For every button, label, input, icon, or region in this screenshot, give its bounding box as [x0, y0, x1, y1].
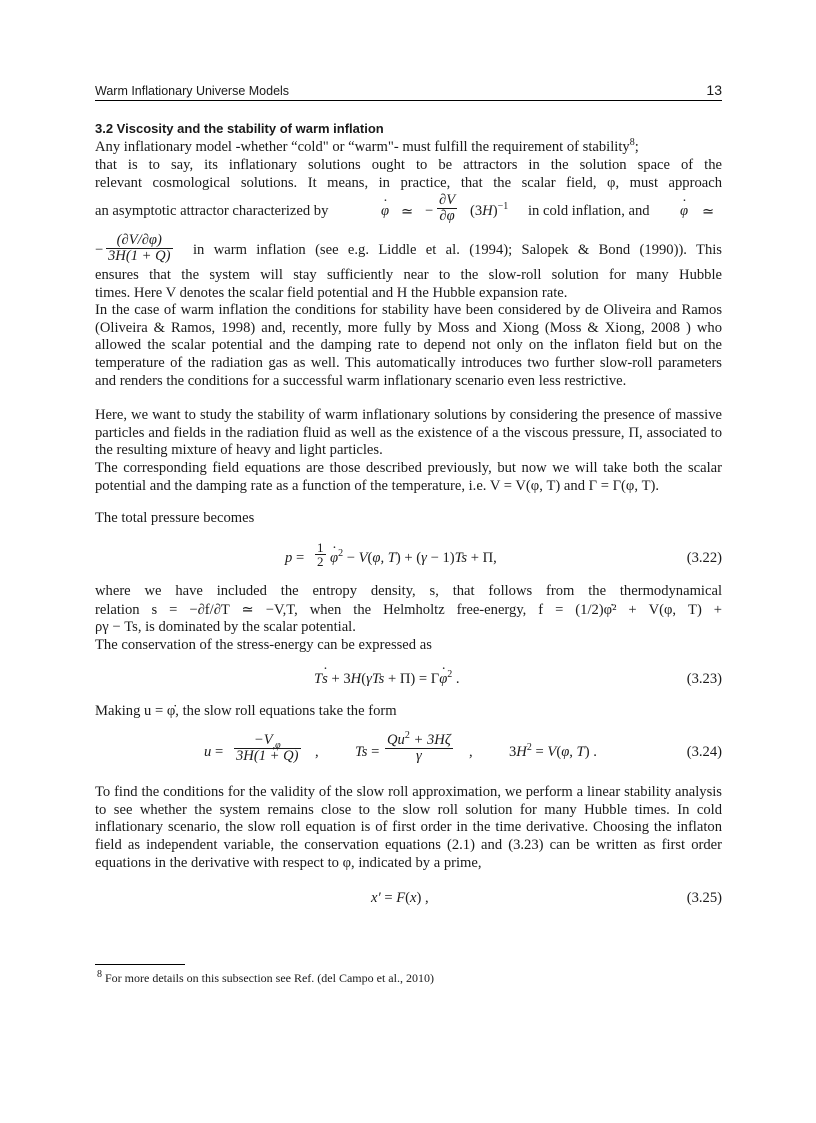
paragraph-1-line-6: ensures that the system will stay sufficiently near to the slow-roll solution for many Hubble	[95, 267, 722, 283]
equation-number: (3.25)	[686, 890, 722, 906]
page-number: 13	[706, 82, 722, 98]
footnote-rule	[95, 964, 185, 965]
paragraph-1-line-5: − $\frac{(\partial V/\partial\varphi)}{3H(1 + Q)}$ in warm inflation (see e.g. Liddle et al. (1994); Salopek & Bond (1990)). This	[95, 232, 722, 264]
equation-number: (3.24)	[686, 744, 722, 760]
equation-3-22: p = $\frac{1}{2}$ φ ·$^2$ − V(φ, T) + (γ − 1)Ts + Π, (3.22)	[95, 541, 722, 577]
paragraph-9: To find the conditions for the validity of the slow roll approximation, we perform a linear stability analysis to see whether the system remains close to the slow roll solution for many Hubble times. In cold inflationary scenario, the slow roll equation is of first order in the time derivative. Choosing the inflaton field as independent variable, the conservation equations (2.1) and (3.23) can be written as first order equations in the derivative with respect to φ, indicated by a prime,	[95, 784, 722, 871]
paragraph-8: Making u = φ̇, the slow roll equations take the form	[95, 703, 397, 719]
footnote-marker: 8	[97, 969, 102, 980]
equation-3-23: Ts · + 3H(γTs + Π) = Γφ ·$^2$ . (3.23)	[95, 671, 722, 693]
equation-number: (3.23)	[686, 671, 722, 687]
running-header	[95, 80, 722, 101]
paragraph-3: Here, we want to study the stability of warm inflationary solutions by considering the presence of massive particles and fields in the radiation fluid as well as the existence of a the viscous pressure, Π, associated to the resulting mixture of heavy and light particles.	[95, 407, 722, 459]
paragraph-5: The total pressure becomes	[95, 510, 255, 526]
paragraph-1-line-4: an asymptotic attractor characterized by φ · ≃ − $\frac{\partial V}{\partial\varphi}$ $(3H)^{-1}$ in cold inflation, and φ · ≃	[95, 193, 722, 227]
footnote	[97, 971, 434, 986]
paragraph-6-line-3: ργ − Ts, is dominated by the scalar potential.	[95, 619, 356, 635]
equation-3-24: u = $\frac{-V_{,\varphi}}{3H(1 + Q)}$ , Ts = $\frac{Qu^2 + 3H\zeta}{\gamma}$ , $3H^2 = V(\varphi$, T) . (3.24)	[204, 730, 722, 764]
paragraph-6-line-1: where we have included the entropy density, s, that follows from the thermodynamical	[95, 583, 722, 599]
section-title: 3.2 Viscosity and the stability of warm inflation	[95, 121, 384, 136]
equation-3-25: x′ = F(x) , (3.25)	[371, 890, 722, 906]
footnote-text: For more details on this subsection see Ref. (del Campo et al., 2010)	[105, 971, 434, 985]
paragraph-7: The conservation of the stress-energy can be expressed as	[95, 637, 432, 653]
paragraph-6-line-2: relation s = −∂f/∂T ≃ −V,T, when the Helmholtz free-energy, f = (1/2)φ̇² + V(φ, T) +	[95, 602, 722, 618]
paragraph-4: The corresponding field equations are those described previously, but now we will take both the scalar potential and the damping rate as a function of the temperature, i.e. V = V(φ, T) and Γ = Γ(φ, T).	[95, 460, 722, 494]
paragraph-1-line-7: times. Here V denotes the scalar field potential and H the Hubble expansion rate.	[95, 285, 568, 301]
equation-number: (3.22)	[686, 550, 722, 566]
paragraph-1-line-1: Any inflationary model -whether “cold" or “warm"- must fulfill the requirement of stability$^8$;	[95, 137, 639, 155]
header-title: Warm Inflationary Universe Models	[95, 84, 290, 98]
paragraph-1-line-3: relevant cosmological solutions. It means, in practice, that the scalar field, φ, must approach	[95, 175, 722, 191]
paragraph-1-line-2: that is to say, its inflationary solutions ought to be attractors in the solution space of the	[95, 157, 722, 173]
paragraph-2: In the case of warm inflation the conditions for stability have been considered by de Oliveira and Ramos (Oliveira & Ramos, 1998) and, recently, more fully by Moss and Xiong (Moss & Xiong, 2008 ) who allowed the scalar potential and the damping rate to depend not only on the inflaton field but on the temperature of the radiation gas as well. This automatically introduces two further slow-roll parameters and renders the conditions for a successful warm inflationary scenario even less restrictive.	[95, 302, 722, 389]
